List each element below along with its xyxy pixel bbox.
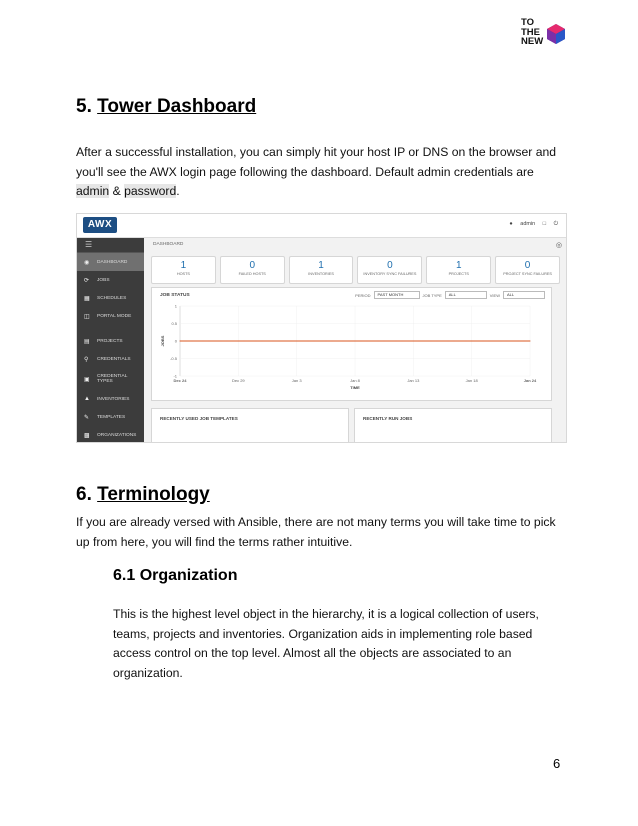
sidebar-item-jobs: [77, 271, 144, 289]
sidebar-label: DASHBOARD: [97, 259, 128, 265]
series-point: [197, 341, 198, 342]
x-tick-label: Dec 24: [173, 378, 187, 383]
series-point: [255, 341, 256, 342]
series-point: [308, 341, 309, 342]
dashboard-icon: ◉: [84, 259, 90, 266]
period-label: PERIOD: [355, 292, 371, 298]
sidebar-label: SCHEDULES: [97, 295, 127, 301]
x-axis-label: TIME: [350, 385, 360, 390]
series-point: [460, 341, 461, 342]
job-status-panel: [151, 287, 552, 401]
card-value: 0: [387, 260, 393, 271]
series-point: [244, 341, 245, 342]
awx-logo: AWX: [83, 217, 117, 233]
section-6-1-heading: 6.1 Organization: [113, 567, 238, 584]
section-6-title: Terminology: [97, 484, 210, 505]
section-6-heading: [76, 484, 210, 506]
sidebar-item-portal: [77, 307, 144, 325]
card-value: 1: [180, 260, 187, 271]
logo-line-3: NEW: [521, 36, 544, 47]
credential-username: admin: [76, 184, 110, 198]
user-icon: ●: [509, 221, 513, 227]
series-point: [430, 341, 431, 342]
awx-topbar: [77, 214, 566, 238]
series-point: [372, 341, 373, 342]
card-value: 0: [524, 260, 531, 271]
series-point: [209, 341, 210, 342]
x-tick-label: Dec 29: [231, 378, 245, 383]
card-value: 1: [318, 260, 324, 271]
card-project-sync-failures: [495, 256, 560, 284]
series-point: [465, 341, 466, 342]
series-point: [314, 341, 315, 342]
section-5-paragraph: [76, 143, 566, 202]
series-point: [238, 341, 239, 342]
card-projects: [426, 256, 491, 284]
credential-password: password: [124, 184, 177, 198]
series-point: [331, 341, 332, 342]
sidebar-label: CREDENTIALS: [97, 356, 131, 362]
series-point: [477, 341, 478, 342]
series-point: [296, 341, 297, 342]
sidebar-label: PORTAL MODE: [97, 313, 132, 319]
section-5-heading: [76, 96, 256, 118]
series-point: [320, 341, 321, 342]
sidebar-label: TEMPLATES: [97, 414, 126, 420]
series-point: [500, 341, 501, 342]
series-point: [220, 341, 221, 342]
series-point: [384, 341, 385, 342]
recent-templates-title: RECENTLY USED JOB TEMPLATES: [160, 416, 238, 421]
period-text: .: [176, 184, 180, 198]
job-status-chart: [152, 302, 551, 400]
card-value: 0: [249, 260, 256, 271]
job-type-label: JOB TYPE: [422, 292, 442, 298]
view-label: VIEW: [489, 292, 500, 298]
y-tick-label: 1: [174, 303, 177, 309]
series-point: [226, 341, 227, 342]
sidebar-item-credentials: [77, 350, 144, 368]
section-6-number: 6.: [76, 484, 92, 505]
series-point: [471, 341, 472, 342]
sidebar-label: ORGANIZATIONS: [97, 432, 137, 438]
series-point: [489, 341, 490, 342]
card-inventory-sync-failures: [357, 256, 422, 284]
awx-dashboard-screenshot: [76, 213, 567, 443]
jobs-icon: ⟳: [84, 277, 90, 284]
series-point: [390, 341, 391, 342]
company-logo: [521, 18, 569, 58]
card-failed-hosts: [220, 256, 285, 284]
sidebar-item-templates: [77, 408, 144, 426]
series-point: [337, 341, 338, 342]
sidebar-item-dashboard: [77, 253, 144, 271]
portal-icon: ◫: [84, 313, 90, 320]
sidebar-item-projects: [77, 332, 144, 350]
series-point: [506, 341, 507, 342]
series-point: [203, 341, 204, 342]
period-select: PAST MONTH: [374, 291, 420, 299]
series-point: [483, 341, 484, 342]
recent-templates-panel: [151, 408, 349, 443]
series-point: [285, 341, 286, 342]
section-6-1-paragraph: This is the highest level object in the hierarchy, it is a logical collection of users, teams, projects and inventories. Organization aids in implementing role based access control on the top level. Almost all the objects are associated to an organization.: [113, 607, 539, 680]
card-label: PROJECTS: [448, 272, 469, 276]
sidebar-item-inventories: [77, 390, 144, 408]
sidebar-label: JOBS: [97, 277, 110, 283]
x-tick-label: Jan 8: [350, 378, 360, 383]
series-point: [267, 341, 268, 342]
sidebar-item-organizations: [77, 426, 144, 443]
series-point: [436, 341, 437, 342]
x-tick-label: Jan 18: [465, 378, 478, 383]
templates-icon: ✎: [84, 414, 90, 421]
section-5-number: 5.: [76, 96, 92, 117]
series-point: [419, 341, 420, 342]
logo-line-1: TO: [521, 17, 535, 28]
series-point: [191, 341, 192, 342]
series-point: [524, 341, 525, 342]
recent-jobs-title: RECENTLY RUN JOBS: [363, 416, 413, 421]
job-type-select: ALL: [445, 291, 487, 299]
card-value: 1: [455, 260, 462, 271]
series-point: [290, 341, 291, 342]
card-label: INVENTORIES: [308, 272, 334, 276]
y-axis-label: JOBS: [160, 335, 165, 347]
credential-types-icon: ▣: [84, 376, 90, 383]
series-point: [302, 341, 303, 342]
schedules-icon: ▦: [84, 295, 90, 302]
sidebar-item-schedules: [77, 289, 144, 307]
awx-sidebar: [77, 238, 144, 442]
series-point: [261, 341, 262, 342]
organizations-icon: ▩: [84, 432, 90, 439]
projects-icon: ▤: [84, 338, 90, 345]
series-point: [215, 341, 216, 342]
page-number: 6: [553, 756, 561, 771]
card-hosts: [151, 256, 216, 284]
section-5-text: After a successful installation, you can simply hit your host IP or DNS on the browser and you'll see the AWX login page following the dashboard. Default admin credentials are: [76, 145, 557, 179]
amp-text: &: [109, 184, 125, 198]
series-point: [518, 341, 519, 342]
x-tick-label: Jan 24: [523, 378, 537, 383]
series-point: [407, 341, 408, 342]
sidebar-item-credential-types: [77, 368, 144, 390]
series-point: [454, 341, 455, 342]
card-label: INVENTORY SYNC FAILURES: [363, 272, 417, 276]
series-point: [180, 341, 181, 342]
series-point: [273, 341, 274, 342]
series-point: [495, 341, 496, 342]
breadcrumb: DASHBOARD: [153, 242, 184, 247]
card-label: FAILED HOSTS: [238, 272, 266, 276]
section-6-paragraph: If you are already versed with Ansible, there are not many terms you will take time to pick up from here, you will find the terms rather intuitive.: [76, 515, 556, 549]
series-point: [232, 341, 233, 342]
series-point: [325, 341, 326, 342]
series-point: [250, 341, 251, 342]
x-tick-label: Jan 3: [291, 378, 302, 383]
power-icon: ⏻: [553, 221, 558, 227]
card-label: HOSTS: [176, 272, 190, 276]
section-5-title: Tower Dashboard: [97, 96, 257, 117]
x-tick-label: Jan 13: [407, 378, 420, 383]
job-status-title: JOB STATUS: [160, 293, 190, 298]
series-point: [343, 341, 344, 342]
user-name: admin: [520, 221, 536, 227]
view-select: ALL: [503, 291, 545, 299]
credentials-icon: ⚲: [84, 356, 89, 363]
y-tick-label: -1: [173, 373, 177, 379]
series-point: [366, 341, 367, 342]
series-point: [512, 341, 513, 342]
series-point: [185, 341, 186, 342]
series-point: [378, 341, 379, 342]
y-tick-label: 0.5: [171, 321, 177, 326]
menu-icon: ☰: [77, 238, 144, 253]
logo-line-2: THE: [521, 26, 540, 38]
series-point: [530, 341, 531, 342]
series-point: [355, 341, 356, 342]
awx-main: [149, 238, 562, 442]
topbar-right: [503, 221, 558, 228]
y-tick-label: 0: [174, 338, 177, 344]
sidebar-label: CREDENTIAL TYPES: [97, 374, 128, 384]
series-point: [395, 341, 396, 342]
series-point: [279, 341, 280, 342]
y-tick-label: -0.5: [170, 356, 177, 361]
globe-icon: ◎: [555, 242, 562, 249]
series-point: [413, 341, 414, 342]
series-point: [442, 341, 443, 342]
docs-icon: □: [542, 221, 547, 227]
sidebar-label: PROJECTS: [97, 338, 123, 344]
sidebar-label: INVENTORIES: [97, 396, 130, 402]
series-point: [401, 341, 402, 342]
series-point: [448, 341, 449, 342]
job-status-filters: [355, 291, 545, 299]
summary-cards: [151, 256, 560, 284]
series-point: [349, 341, 350, 342]
series-point: [425, 341, 426, 342]
card-inventories: [289, 256, 354, 284]
series-point: [360, 341, 361, 342]
logo-gem-icon: [546, 24, 566, 44]
inventories-icon: ▲: [84, 396, 90, 402]
card-label: PROJECT SYNC FAILURES: [503, 272, 552, 276]
recent-jobs-panel: [354, 408, 552, 443]
